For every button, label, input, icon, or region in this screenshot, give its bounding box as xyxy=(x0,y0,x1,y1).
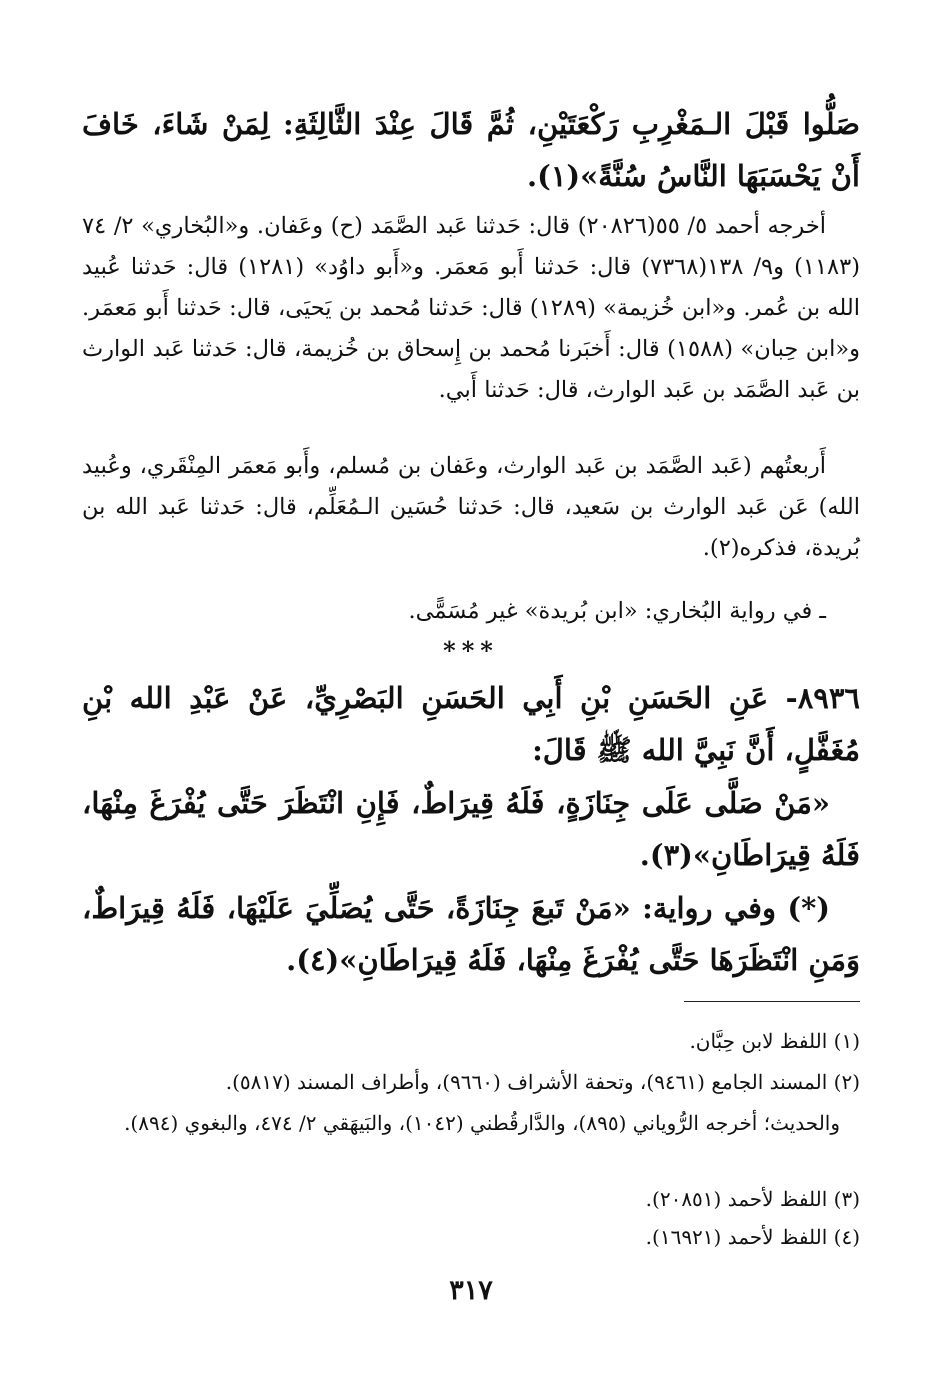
footnote-1: (١) اللفظ لابن حِبَّان. xyxy=(689,1029,860,1053)
footnote-2-continued: والحديث؛ أخرجه الرُّوياني (٨٩٥)، والدَّارقُطني (١٠٤٢)، والبَيهَقي ٢/ ٤٧٤، والبغوي (٨٩٤). xyxy=(124,1111,840,1135)
hadith-text-continuation: صَلُّوا قَبْلَ الـمَغْرِبِ رَكْعَتَيْنِ، ثُمَّ قَالَ عِنْدَ الثَّالِثَةِ: لِمَنْ شَاءَ، خَافَ أَنْ يَحْسَبَهَا النَّاسُ سُنَّةً»(١). xyxy=(82,107,860,193)
section-separator: *** xyxy=(443,636,499,665)
takhrij-paragraph: أخرجه أحمد ٥/ ٥٥(٢٠٨٢٦) قال: حَدثنا عَبد الصَّمَد (ح) وعَفان. و«البُخاري» ٢/ ٧٤ (١١٨٣) و٩/ ١٣٨(٧٣٦٨) قال: حَدثنا أَبو مَعمَر. و«أَبو داوُد» (١٢٨١) قال: حَدثنا عُبيد الله بن عُمر. و«ابن خُزيمة» (١٢٨٩) قال: حَدثنا مُحمد بن يَحيَى، قال: حَدثنا أَبو مَعمَر. و«ابن حِبان» (١٥٨٨) قال: أَخبَرنا مُحمد بن إِسحاق بن خُزيمة، قال: حَدثنا عَبد الوارث بن عَبد الصَّمَد بن عَبد الوارث، قال: حَدثنا أَبي. xyxy=(82,213,860,403)
bukhari-note: ـ في رواية البُخاري: «ابن بُريدة» غير مُسَمًّى. xyxy=(408,598,826,624)
hadith-8936-isnad: ٨٩٣٦- عَنِ الحَسَنِ بْنِ أَبِي الحَسَنِ البَصْرِيِّ، عَنْ عَبْدِ الله بْنِ مُغَفَّلٍ، أَنَّ نَبِيَّ الله ﷺ قَالَ: xyxy=(82,681,860,767)
footnote-4: (٤) اللفظ لأحمد (١٦٩٢١). xyxy=(645,1225,860,1249)
hadith-8936-matn: «مَنْ صَلَّى عَلَى جِنَازَةٍ، فَلَهُ قِيرَاطٌ، فَإِنِ انْتَظَرَ حَتَّى يُفْرَغَ مِنْهَا، فَلَهُ قِيرَاطَانِ»(٣). xyxy=(82,786,860,872)
footnote-2: (٢) المسند الجامع (٩٤٦١)، وتحفة الأشراف (٩٦٦٠)، وأطراف المسند (٥٨١٧). xyxy=(225,1070,860,1094)
footnote-divider xyxy=(684,1001,860,1002)
page-number: ٣١٧ xyxy=(449,1275,493,1306)
isnad-paragraph: أَربعتُهم (عَبد الصَّمَد بن عَبد الوارث، وعَفان بن مُسلم، وأَبو مَعمَر المِنْقَري، وعُبيد الله) عَن عَبد الوارث بن سَعيد، قال: حَدثنا حُسَين الـمُعَلِّم، قال: حَدثنا عَبد الله بن بُريدة، فذكره(٢). xyxy=(82,453,860,561)
footnote-3: (٣) اللفظ لأحمد (٢٠٨٥١). xyxy=(645,1187,860,1211)
hadith-8936-variant: (*) وفي رواية: «مَنْ تَبعَ جِنَازَةً، حَتَّى يُصَلِّيَ عَلَيْهَا، فَلَهُ قِيرَاطٌ، وَمَنِ انْتَظَرَهَا حَتَّى يُفْرَغَ مِنْهَا، فَلَهُ قِيرَاطَانِ»(٤). xyxy=(82,891,860,977)
